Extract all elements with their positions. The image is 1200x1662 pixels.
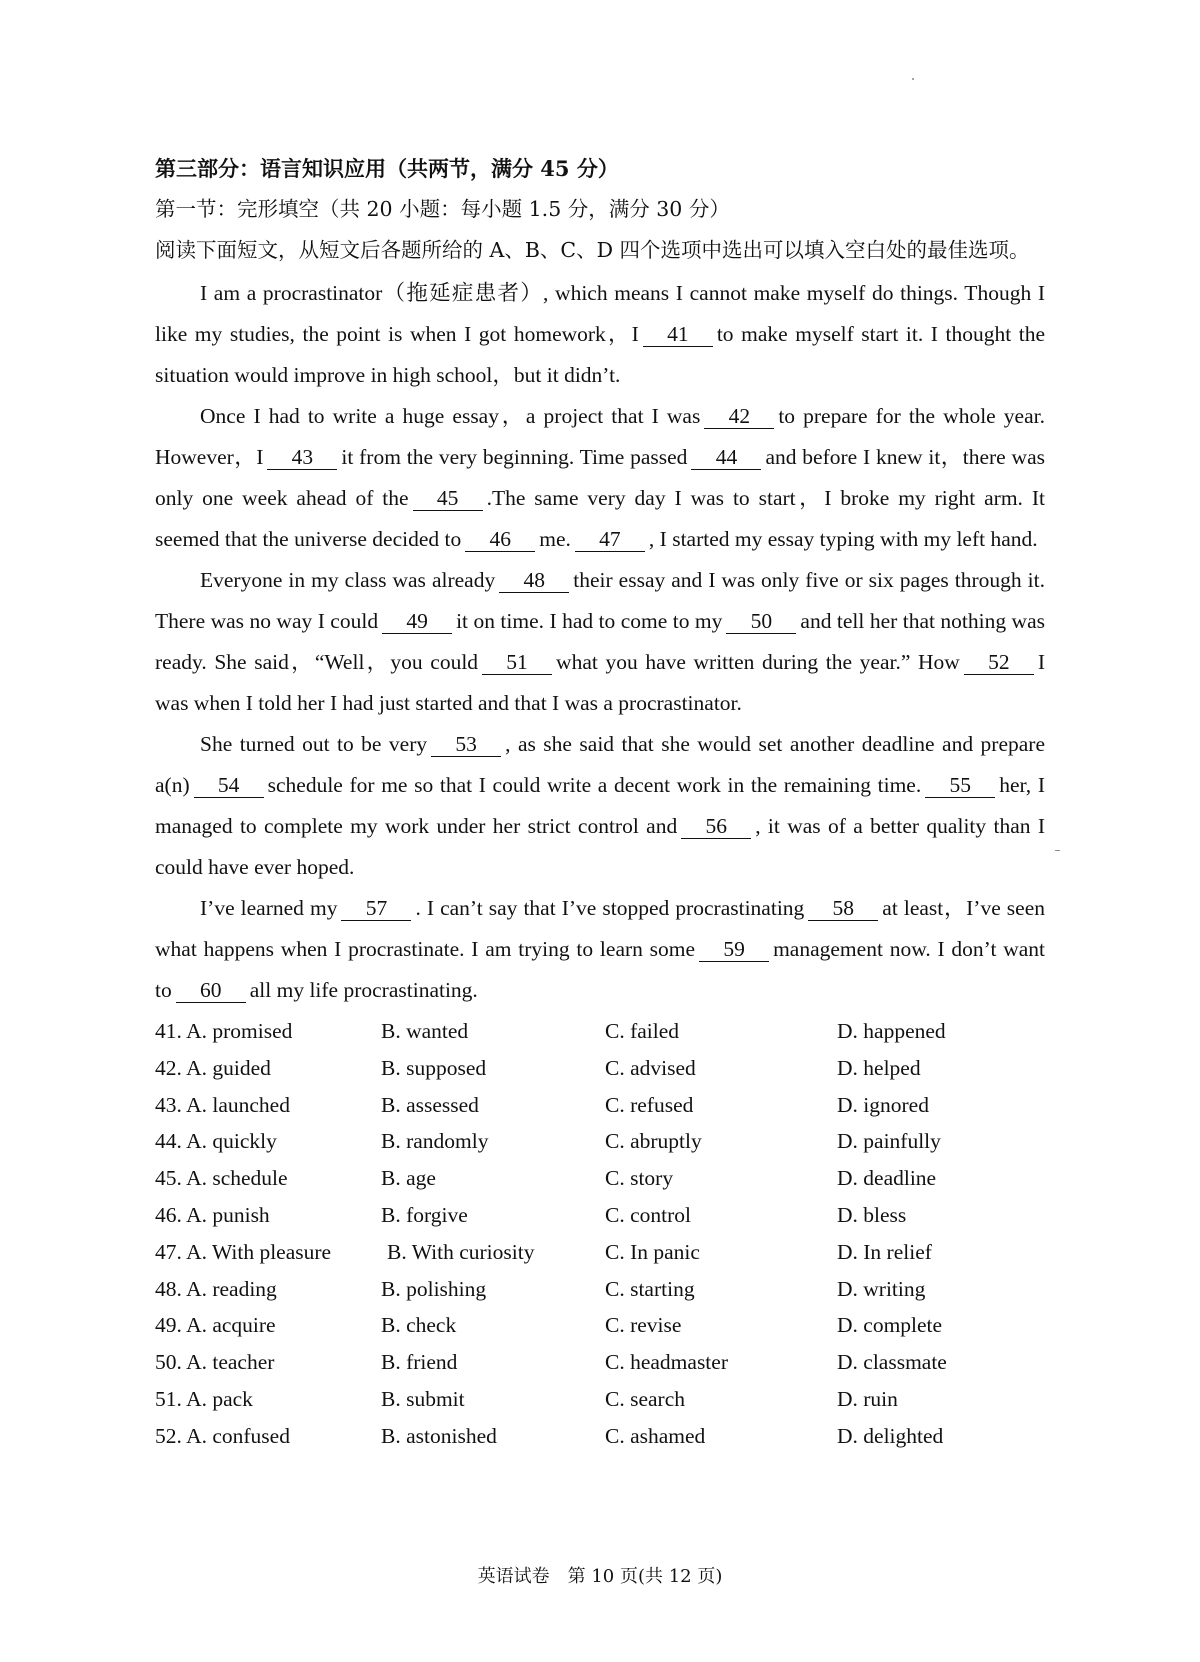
option-row bbox=[155, 1195, 1045, 1232]
option-d[interactable]: D. helped bbox=[837, 1055, 921, 1080]
option-row bbox=[155, 1379, 1045, 1416]
paragraph-2 bbox=[155, 396, 1045, 560]
option-d[interactable]: D. bless bbox=[837, 1202, 907, 1227]
option-b[interactable]: B. age bbox=[381, 1166, 436, 1191]
blank-52: 52 bbox=[964, 650, 1034, 675]
blank-48: 48 bbox=[499, 568, 569, 593]
option-d[interactable]: D. ruin bbox=[837, 1386, 898, 1411]
passage-text: Once I had to write a huge essay，a project that I was bbox=[200, 404, 701, 428]
option-row bbox=[155, 1158, 1045, 1195]
passage-text: and tell her that nothing was ready. She said，“Well，you could bbox=[155, 609, 1045, 674]
option-d[interactable]: D. writing bbox=[837, 1276, 926, 1301]
option-row bbox=[155, 1305, 1045, 1342]
passage-text: it on time. I had to come to my bbox=[456, 609, 723, 633]
paragraph-5 bbox=[155, 888, 1045, 1011]
option-row bbox=[155, 1416, 1045, 1453]
blank-55: 55 bbox=[925, 773, 995, 798]
blank-56: 56 bbox=[681, 814, 751, 839]
option-d[interactable]: D. delighted bbox=[837, 1423, 944, 1448]
passage-text: . I can’t say that I’ve stopped procrastinating bbox=[415, 896, 805, 920]
option-a[interactable]: 50. A. teacher bbox=[155, 1350, 275, 1375]
option-a[interactable]: 49. A. acquire bbox=[155, 1313, 276, 1338]
page-footer: 英语试卷 第 10 页(共 12 页) bbox=[477, 1566, 723, 1587]
passage-text: She turned out to be very bbox=[200, 732, 428, 756]
instruction-text: 阅读下面短文，从短文后各题所给的 A、B、C、D 四个选项中选出可以填入空白处的最佳选项。 bbox=[155, 238, 1030, 262]
option-row bbox=[155, 1342, 1045, 1379]
option-a[interactable]: 42. A. guided bbox=[155, 1055, 271, 1080]
option-a[interactable]: 52. A. confused bbox=[155, 1423, 290, 1448]
option-d[interactable]: D. complete bbox=[837, 1313, 943, 1338]
blank-45: 45 bbox=[413, 486, 483, 511]
passage-text: management now. I don’t want to bbox=[155, 937, 1046, 1002]
option-c[interactable]: C. revise bbox=[605, 1313, 682, 1338]
blank-58: 58 bbox=[808, 896, 878, 921]
passage-text: .The same very day I was to start，I broke my right arm. It seemed that the universe decided to bbox=[155, 486, 1045, 551]
paragraph-3 bbox=[155, 560, 1045, 724]
paragraph-4 bbox=[155, 724, 1045, 888]
blank-53: 53 bbox=[431, 732, 501, 757]
option-c[interactable]: C. refused bbox=[605, 1092, 694, 1117]
cloze-passage bbox=[155, 273, 1045, 1011]
passage-text: to make myself start it. I thought the situation would improve in high school，but it didn’t. bbox=[155, 322, 1045, 387]
option-a[interactable]: 47. A. With pleasure bbox=[155, 1239, 332, 1264]
option-b[interactable]: B. wanted bbox=[381, 1019, 469, 1043]
part-title: 第三部分：语言知识应用（共两节，满分 45 分） bbox=[155, 156, 619, 181]
passage-text: I am a procrastinator（拖延症患者）, which means I cannot make myself do things. Though I like my studies, the point is when I got homework，I bbox=[155, 281, 1045, 346]
option-c[interactable]: C. failed bbox=[605, 1019, 680, 1043]
scan-speck bbox=[912, 78, 914, 80]
blank-47: 47 bbox=[575, 527, 645, 552]
passage-text: I was when I told her I had just started and that I was a procrastinator. bbox=[155, 650, 1045, 715]
option-a[interactable]: 43. A. launched bbox=[155, 1092, 290, 1117]
blank-44: 44 bbox=[691, 445, 761, 470]
option-a[interactable]: 44. A. quickly bbox=[155, 1129, 277, 1154]
option-b[interactable]: B. check bbox=[381, 1313, 457, 1338]
option-b[interactable]: B. astonished bbox=[381, 1423, 497, 1448]
blank-59: 59 bbox=[699, 937, 769, 962]
scan-speck bbox=[1055, 850, 1060, 851]
passage-text: what you have written during the year.” How bbox=[556, 650, 960, 674]
option-d[interactable]: D. painfully bbox=[837, 1129, 941, 1154]
option-d[interactable]: D. deadline bbox=[837, 1166, 937, 1191]
answer-options bbox=[155, 1011, 1045, 1453]
option-a[interactable]: 46. A. punish bbox=[155, 1202, 270, 1227]
passage-text: it from the very beginning. Time passed bbox=[341, 445, 688, 469]
passage-text: me. bbox=[539, 527, 571, 551]
option-row bbox=[155, 1121, 1045, 1158]
option-row bbox=[155, 1011, 1045, 1048]
blank-60: 60 bbox=[176, 978, 246, 1003]
passage-text: I’ve learned my bbox=[200, 896, 338, 920]
option-b[interactable]: B. friend bbox=[381, 1350, 458, 1375]
option-a[interactable]: 51. A. pack bbox=[155, 1386, 253, 1411]
option-d[interactable]: D. In relief bbox=[837, 1239, 932, 1264]
paragraph-1 bbox=[155, 273, 1045, 396]
option-b[interactable]: B. With curiosity bbox=[387, 1239, 535, 1264]
passage-text: all my life procrastinating. bbox=[249, 978, 478, 1002]
option-b[interactable]: B. submit bbox=[381, 1386, 465, 1411]
passage-text: , as she said that she would set another deadline and prepare a(n) bbox=[155, 732, 1045, 797]
option-c[interactable]: C. story bbox=[605, 1166, 674, 1191]
option-b[interactable]: B. assessed bbox=[381, 1092, 479, 1117]
option-b[interactable]: B. forgive bbox=[381, 1202, 468, 1227]
option-c[interactable]: C. advised bbox=[605, 1055, 696, 1080]
passage-text: to prepare for the whole year. However，I bbox=[155, 404, 1045, 469]
blank-54: 54 bbox=[194, 773, 264, 798]
option-c[interactable]: C. In panic bbox=[605, 1239, 700, 1264]
option-b[interactable]: B. polishing bbox=[381, 1276, 487, 1301]
blank-49: 49 bbox=[382, 609, 452, 634]
option-b[interactable]: B. randomly bbox=[381, 1129, 489, 1154]
passage-text: Everyone in my class was already bbox=[200, 568, 496, 592]
option-d[interactable]: D. happened bbox=[837, 1019, 946, 1043]
option-a[interactable]: 45. A. schedule bbox=[155, 1166, 288, 1191]
option-row bbox=[155, 1269, 1045, 1306]
option-c[interactable]: C. abruptly bbox=[605, 1129, 702, 1154]
passage-text: at least，I’ve seen what happens when I procrastinate. I am trying to learn some bbox=[155, 896, 1045, 961]
passage-text: schedule for me so that I could write a decent work in the remaining time. bbox=[267, 773, 922, 797]
passage-text: and before I knew it，there was only one week ahead of the bbox=[155, 445, 1045, 510]
option-a[interactable]: 48. A. reading bbox=[155, 1276, 277, 1301]
option-c[interactable]: C. ashamed bbox=[605, 1423, 706, 1448]
blank-43: 43 bbox=[267, 445, 337, 470]
blank-42: 42 bbox=[704, 404, 774, 429]
passage-text: , it was of a better quality than I could have ever hoped. bbox=[155, 814, 1046, 879]
passage-text: , I started my essay typing with my left hand. bbox=[648, 527, 1038, 551]
option-c[interactable]: C. headmaster bbox=[605, 1350, 728, 1375]
option-c[interactable]: C. search bbox=[605, 1386, 685, 1411]
option-a[interactable]: 41. A. promised bbox=[155, 1019, 293, 1043]
exam-content bbox=[155, 148, 1045, 1453]
blank-41: 41 bbox=[643, 322, 713, 347]
section-title: 第一节：完形填空（共 20 小题：每小题 1.5 分，满分 30 分） bbox=[155, 197, 730, 221]
option-d[interactable]: D. ignored bbox=[837, 1092, 929, 1117]
option-c[interactable]: C. control bbox=[605, 1202, 691, 1227]
option-c[interactable]: C. starting bbox=[605, 1276, 695, 1301]
blank-51: 51 bbox=[482, 650, 552, 675]
passage-text: their essay and I was only five or six pages through it. There was no way I could bbox=[155, 568, 1045, 633]
option-row bbox=[155, 1232, 1045, 1269]
option-b[interactable]: B. supposed bbox=[381, 1055, 487, 1080]
blank-46: 46 bbox=[465, 527, 535, 552]
passage-text: her, I managed to complete my work under her strict control and bbox=[155, 773, 1045, 838]
option-row bbox=[155, 1048, 1045, 1085]
blank-50: 50 bbox=[726, 609, 796, 634]
option-row bbox=[155, 1085, 1045, 1122]
blank-57: 57 bbox=[341, 896, 411, 921]
option-d[interactable]: D. classmate bbox=[837, 1350, 947, 1375]
